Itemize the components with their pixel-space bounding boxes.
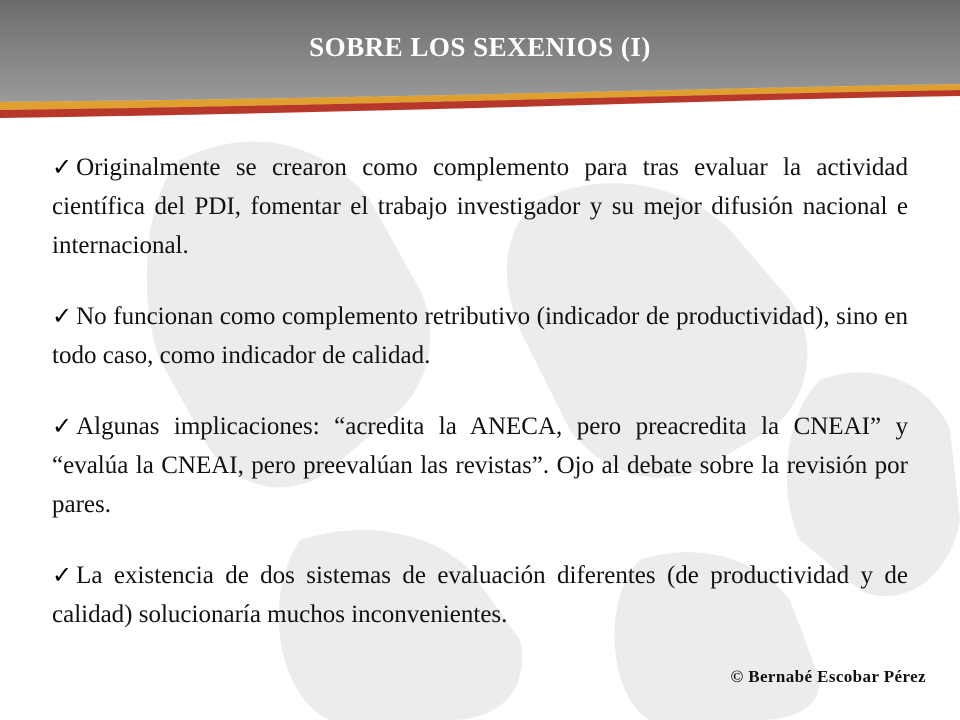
bullet-item [52, 148, 908, 265]
slide-title: SOBRE LOS SEXENIOS (I) [309, 32, 651, 62]
checkmark-icon: ✓ [52, 561, 73, 589]
header-bar [0, 0, 960, 120]
bullet-item [52, 407, 908, 524]
copyright-footer: © Bernabé Escobar Pérez [730, 667, 926, 686]
bullet-text: Originalmente se crearon como complemento para tras evaluar la actividad científica del PDI, fomentar el trabajo investigador y su mejor difusión nacional e internacional. [52, 154, 908, 259]
bullet-text: Algunas implicaciones: “acredita la ANECA, pero preacredita la CNEAI” y “evalúa la CNEAI, pero preevalúan las revistas”. Ojo al debate sobre la revisión por pares. [52, 413, 908, 518]
checkmark-icon: ✓ [52, 302, 73, 330]
bullet-item [52, 297, 908, 375]
checkmark-icon: ✓ [52, 412, 73, 440]
bullet-list [52, 148, 908, 666]
bullet-item [52, 556, 908, 634]
checkmark-icon: ✓ [52, 153, 73, 181]
bullet-text: No funcionan como complemento retributivo (indicador de productividad), sino en todo caso, como indicador de calidad. [52, 303, 908, 369]
bullet-text: La existencia de dos sistemas de evaluación diferentes (de productividad y de calidad) solucionaría muchos inconvenientes. [52, 562, 908, 628]
